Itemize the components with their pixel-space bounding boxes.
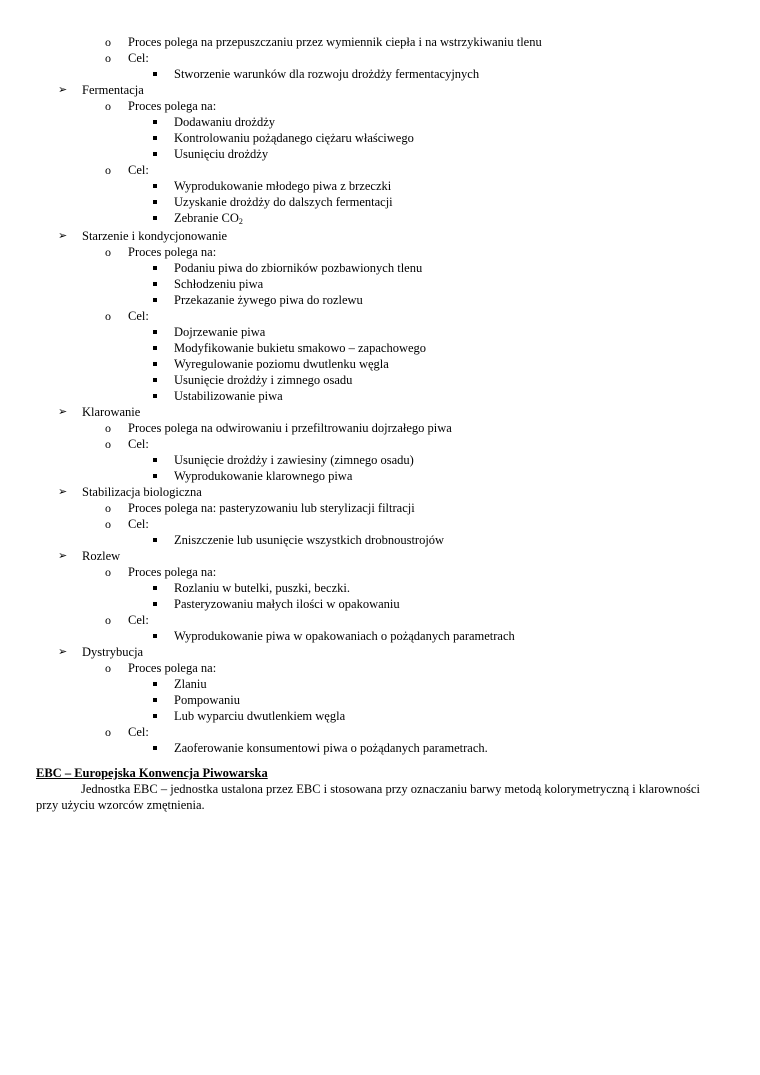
square-bullet-icon [153,586,157,590]
outline-item-level1 [0,404,760,420]
outline-item-label: Usunięcie drożdży i zawiesiny (zimnego osadu) [174,453,414,467]
outline-item-text [82,644,143,660]
circle-bullet-icon: o [105,725,111,739]
outline-item-label: Wyregulowanie poziomu dwutlenku węgla [174,357,389,371]
outline-item-level3 [0,260,760,276]
outline-item-label: Klarowanie [82,405,141,419]
outline-item-text [128,564,216,580]
outline-item-text [128,420,452,436]
outline-item-level3 [0,628,760,644]
outline-item-label: Proces polega na: [128,99,217,113]
outline-item-text [128,612,149,628]
outline-item-label: Zlaniu [174,677,207,691]
outline-item-label: Starzenie i kondycjonowanie [82,229,228,243]
square-bullet-icon [153,602,157,606]
ebc-paragraph: Jednostka EBC – jednostka ustalona przez EBC i stosowana przy oznaczaniu barwy metodą kolorymetryczną i klarowności przy użyciu wzorców zmętnienia. [36,782,700,812]
outline-item-text [128,162,149,178]
outline-item-text [128,660,216,676]
outline-item-level3 [0,292,760,308]
outline-item-text [174,292,363,308]
outline-item-level3 [0,66,760,82]
outline-item-label: Cel: [128,51,149,65]
outline-item-label: Modyfikowanie bukietu smakowo – zapachowego [174,341,427,355]
arrow-bullet-icon: ➢ [58,84,68,96]
outline-item-level3 [0,676,760,692]
outline-item-level3 [0,324,760,340]
circle-bullet-icon: o [105,501,111,515]
square-bullet-icon [153,698,157,702]
outline-item-level3 [0,356,760,372]
outline-item-level2 [0,34,760,50]
outline-item-label: Dodawaniu drożdży [174,115,276,129]
outline-item-level2 [0,612,760,628]
outline-item-level1 [0,548,760,564]
outline-item-label: Proces polega na: [128,565,217,579]
outline-item-text [174,356,389,372]
outline-item-level2 [0,244,760,260]
outline-item-level1 [0,228,760,244]
circle-bullet-icon: o [105,51,111,65]
square-bullet-icon [153,266,157,270]
outline-item-text [128,308,149,324]
outline-item-text [174,692,240,708]
outline-item-text [174,276,263,292]
outline-item-level3 [0,178,760,194]
outline-item-text [82,548,120,564]
outline-item-label: Proces polega na: [128,245,217,259]
square-bullet-icon [153,120,157,124]
outline-item-level3 [0,452,760,468]
outline-item-level3 [0,114,760,130]
outline-item-label: Usunięciu drożdży [174,147,269,161]
outline-item-level3 [0,146,760,162]
outline-item-level2 [0,50,760,66]
outline-item-text [82,404,140,420]
square-bullet-icon [153,746,157,750]
outline-item-text [174,260,422,276]
outline-item-level2 [0,724,760,740]
square-bullet-icon [153,346,157,350]
outline-item-text [128,724,149,740]
square-bullet-icon [153,538,157,542]
outline-item-text [174,324,265,340]
outline-item-label: Pompowaniu [174,693,240,707]
outline-item-label: Dystrybucja [82,645,144,659]
arrow-bullet-icon: ➢ [58,486,68,498]
outline-item-text [174,596,400,612]
outline-item-level3 [0,580,760,596]
outline-item-text [128,244,216,260]
outline-item-text [128,500,415,516]
outline-item-label: Wyprodukowanie młodego piwa z brzeczki [174,179,392,193]
circle-bullet-icon: o [105,613,111,627]
circle-bullet-icon: o [105,565,111,579]
outline-item-text [128,98,216,114]
outline-item-level3 [0,130,760,146]
outline-item-level2 [0,420,760,436]
outline-item-level1 [0,484,760,500]
outline-item-label: Przekazanie żywego piwa do rozlewu [174,293,363,307]
arrow-bullet-icon: ➢ [58,230,68,242]
outline-item-text [174,532,444,548]
outline-item-text [174,628,515,644]
outline-item-level1 [0,82,760,98]
circle-bullet-icon: o [105,309,111,323]
outline-item-level2 [0,308,760,324]
square-bullet-icon [153,136,157,140]
outline-item-level3 [0,194,760,210]
outline-item-label: Usunięcie drożdży i zimnego osadu [174,373,353,387]
outline-item-label: Dojrzewanie piwa [174,325,266,339]
outline-item-level2 [0,500,760,516]
outline-item-label: Cel: [128,163,149,177]
outline-item-level3 [0,596,760,612]
square-bullet-icon [153,184,157,188]
outline-item-level2 [0,516,760,532]
square-bullet-icon [153,72,157,76]
outline-item-label: Fermentacja [82,83,144,97]
outline-item-text [174,740,488,756]
outline-item-text [174,66,479,82]
outline-item-text [82,228,227,244]
arrow-bullet-icon: ➢ [58,646,68,658]
circle-bullet-icon: o [105,35,111,49]
outline-item-label: Stworzenie warunków dla rozwoju drożdży fermentacyjnych [174,67,480,81]
outline-item-text [128,436,149,452]
outline-item-text [174,114,275,130]
outline-item-level2 [0,436,760,452]
outline-item-label: Podaniu piwa do zbiorników pozbawionych tlenu [174,261,423,275]
outline-item-text [174,210,243,230]
outline-item-label: Wyprodukowanie piwa w opakowaniach o pożądanych parametrach [174,629,515,643]
outline-item-label: Uzyskanie drożdży do dalszych fermentacji [174,195,393,209]
outline-item-label: Cel: [128,437,149,451]
outline-item-level3 [0,340,760,356]
outline-item-level3 [0,372,760,388]
arrow-bullet-icon: ➢ [58,406,68,418]
outline-item-level3 [0,692,760,708]
outline-item-label: Zniszczenie lub usunięcie wszystkich drobnoustrojów [174,533,445,547]
circle-bullet-icon: o [105,163,111,177]
outline-item-text [82,484,202,500]
outline-item-text [174,372,352,388]
outline-item-text [174,388,283,404]
outline-item-label: Ustabilizowanie piwa [174,389,283,403]
outline-item-label: Pasteryzowaniu małych ilości w opakowaniu [174,597,400,611]
circle-bullet-icon: o [105,245,111,259]
outline-item-text [174,676,207,692]
arrow-bullet-icon: ➢ [58,550,68,562]
outline-item-level3 [0,276,760,292]
subscript-text: 2 [238,217,243,226]
outline-item-label: Kontrolowaniu pożądanego ciężaru właściwego [174,131,414,145]
square-bullet-icon [153,682,157,686]
outline-item-label: Lub wyparciu dwutlenkiem węgla [174,709,346,723]
process-outline [0,34,760,756]
outline-item-level3 [0,468,760,484]
outline-item-level3 [0,708,760,724]
square-bullet-icon [153,200,157,204]
outline-item-level2 [0,660,760,676]
circle-bullet-icon: o [105,517,111,531]
outline-item-text [82,82,144,98]
outline-item-label: Wyprodukowanie klarownego piwa [174,469,353,483]
square-bullet-icon [153,378,157,382]
circle-bullet-icon: o [105,99,111,113]
outline-item-label: Proces polega na: pasteryzowaniu lub sterylizacji filtracji [128,501,415,515]
square-bullet-icon [153,362,157,366]
square-bullet-icon [153,298,157,302]
outline-item-level2 [0,564,760,580]
square-bullet-icon [153,714,157,718]
outline-item-text [174,580,350,596]
outline-item-level3 [0,740,760,756]
circle-bullet-icon: o [105,437,111,451]
outline-item-label: Cel: [128,517,149,531]
outline-item-label: Cel: [128,725,149,739]
outline-item-text [128,34,542,50]
outline-item-label: Cel: [128,613,149,627]
outline-item-text [128,50,149,66]
outline-item-label: Proces polega na przepuszczaniu przez wymiennik ciepła i na wstrzykiwaniu tlenu [128,35,542,49]
outline-item-label: Zebranie CO [174,211,239,225]
square-bullet-icon [153,634,157,638]
outline-item-text [174,708,345,724]
square-bullet-icon [153,216,157,220]
outline-item-level3 [0,388,760,404]
outline-item-text [174,130,414,146]
square-bullet-icon [153,282,157,286]
square-bullet-icon [153,394,157,398]
outline-item-label: Rozlew [82,549,121,563]
outline-item-label: Cel: [128,309,149,323]
outline-item-text [174,452,414,468]
outline-item-label: Proces polega na: [128,661,217,675]
outline-item-text [174,468,352,484]
square-bullet-icon [153,330,157,334]
outline-item-label: Schłodzeniu piwa [174,277,264,291]
outline-item-label: Zaoferowanie konsumentowi piwa o pożądanych parametrach. [174,741,488,755]
circle-bullet-icon: o [105,421,111,435]
outline-item-text [174,178,391,194]
ebc-heading: EBC – Europejska Konwencja Piwowarska [36,766,268,780]
outline-item-label: Proces polega na odwirowaniu i przefiltrowaniu dojrzałego piwa [128,421,452,435]
outline-item-text [174,146,268,162]
outline-item-level3 [0,532,760,548]
document-page [0,34,760,813]
outline-item-text [174,194,393,210]
outline-item-text [128,516,149,532]
square-bullet-icon [153,152,157,156]
outline-item-level2 [0,162,760,178]
outline-item-label: Rozlaniu w butelki, puszki, beczki. [174,581,351,595]
square-bullet-icon [153,458,157,462]
outline-item-level2 [0,98,760,114]
outline-item-label: Stabilizacja biologiczna [82,485,202,499]
outline-item-text [174,340,426,356]
outline-item-level1 [0,644,760,660]
outline-item-level3 [0,210,760,228]
square-bullet-icon [153,474,157,478]
circle-bullet-icon: o [105,661,111,675]
